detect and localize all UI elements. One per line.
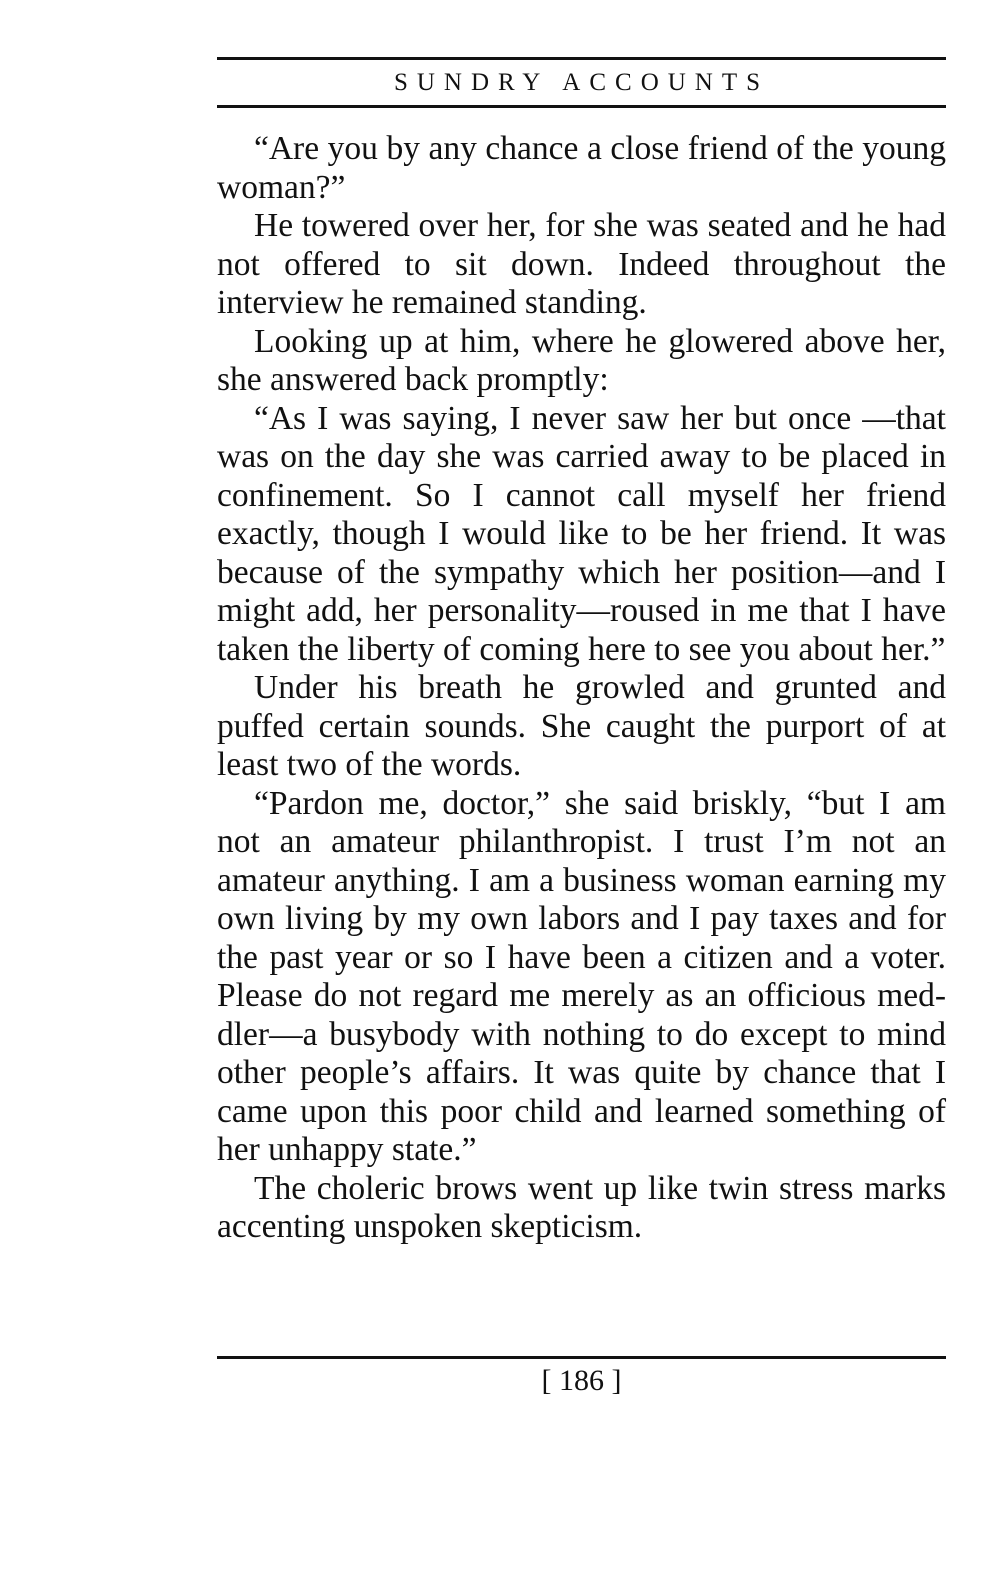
header-bottom-rule [217,105,946,108]
paragraph: “As I was saying, I never saw her but once —that was on the day she was carried away to be placed in confinement. So I cannot call myself her friend exactly, though I would like to be her friend. It was because of the sympathy which her position—and I might add, her personality—roused in me that I have taken the liberty of coming here to see you about her.” [217,399,946,668]
running-head: SUNDRY ACCOUNTS [393,69,770,96]
footer-rule [217,1356,946,1359]
header-top-rule [217,57,946,60]
paragraph: “Are you by any chance a close friend of the young woman?” [217,130,946,206]
paragraph: The choleric brows went up like twin stress marks accenting unspoken skepticism. [217,1169,946,1245]
paragraph: Under his breath he growled and grunted and puffed certain sounds. She caught the purport of at least two of the words. [217,669,946,783]
body-text [217,130,946,1247]
page-number: [ 186 ] [541,1364,622,1397]
paragraph: “Pardon me, doctor,” she said briskly, “but I am not an amateur philanthropist. I trust I’m not an amateur anything. I am a business woman earning my own living by my own labors and I pay taxes and for the past year or so I have been a citizen and a voter. Please do not regard me merely as an officious meddler—a busybody with nothing to do except to mind other people’s affairs. It was quite by chance that I came upon this poor child and learned something of her unhappy state.” [217,784,946,1168]
paragraph: Looking up at him, where he glowered above her, she answered back promptly: [217,322,946,398]
paragraph: He towered over her, for she was seated and he had not offered to sit down. Indeed throughout the interview he remained standing. [217,207,946,321]
